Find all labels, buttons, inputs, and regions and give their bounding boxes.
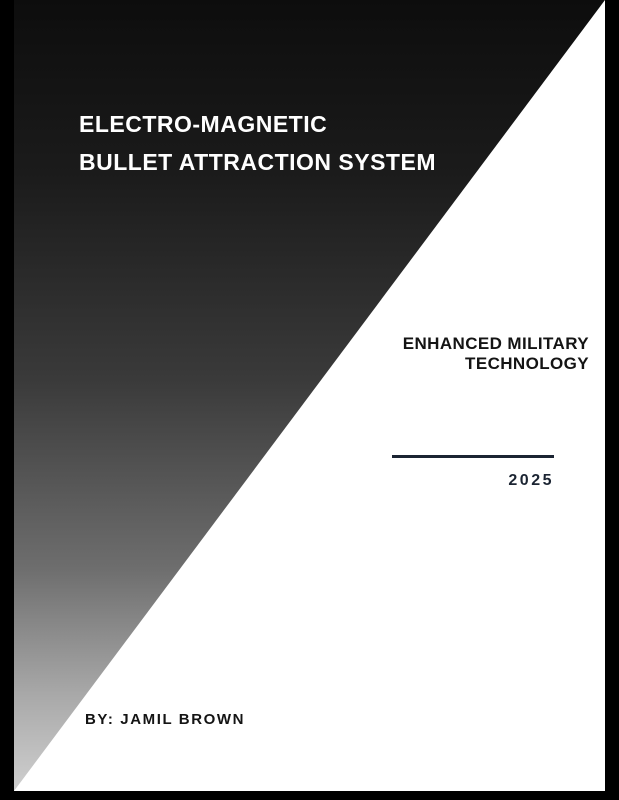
accent-rule [392,455,554,458]
cover-page [14,0,605,791]
document-subtitle: ENHANCED MILITARY TECHNOLOGY [402,334,589,373]
document-title [79,105,509,181]
document-year: 2025 [508,472,554,489]
title-line-1: ELECTRO-MAGNETIC [79,111,328,137]
title-line-2: BULLET ATTRACTION SYSTEM [79,149,436,175]
document-author: BY: JAMIL BROWN [85,711,246,728]
